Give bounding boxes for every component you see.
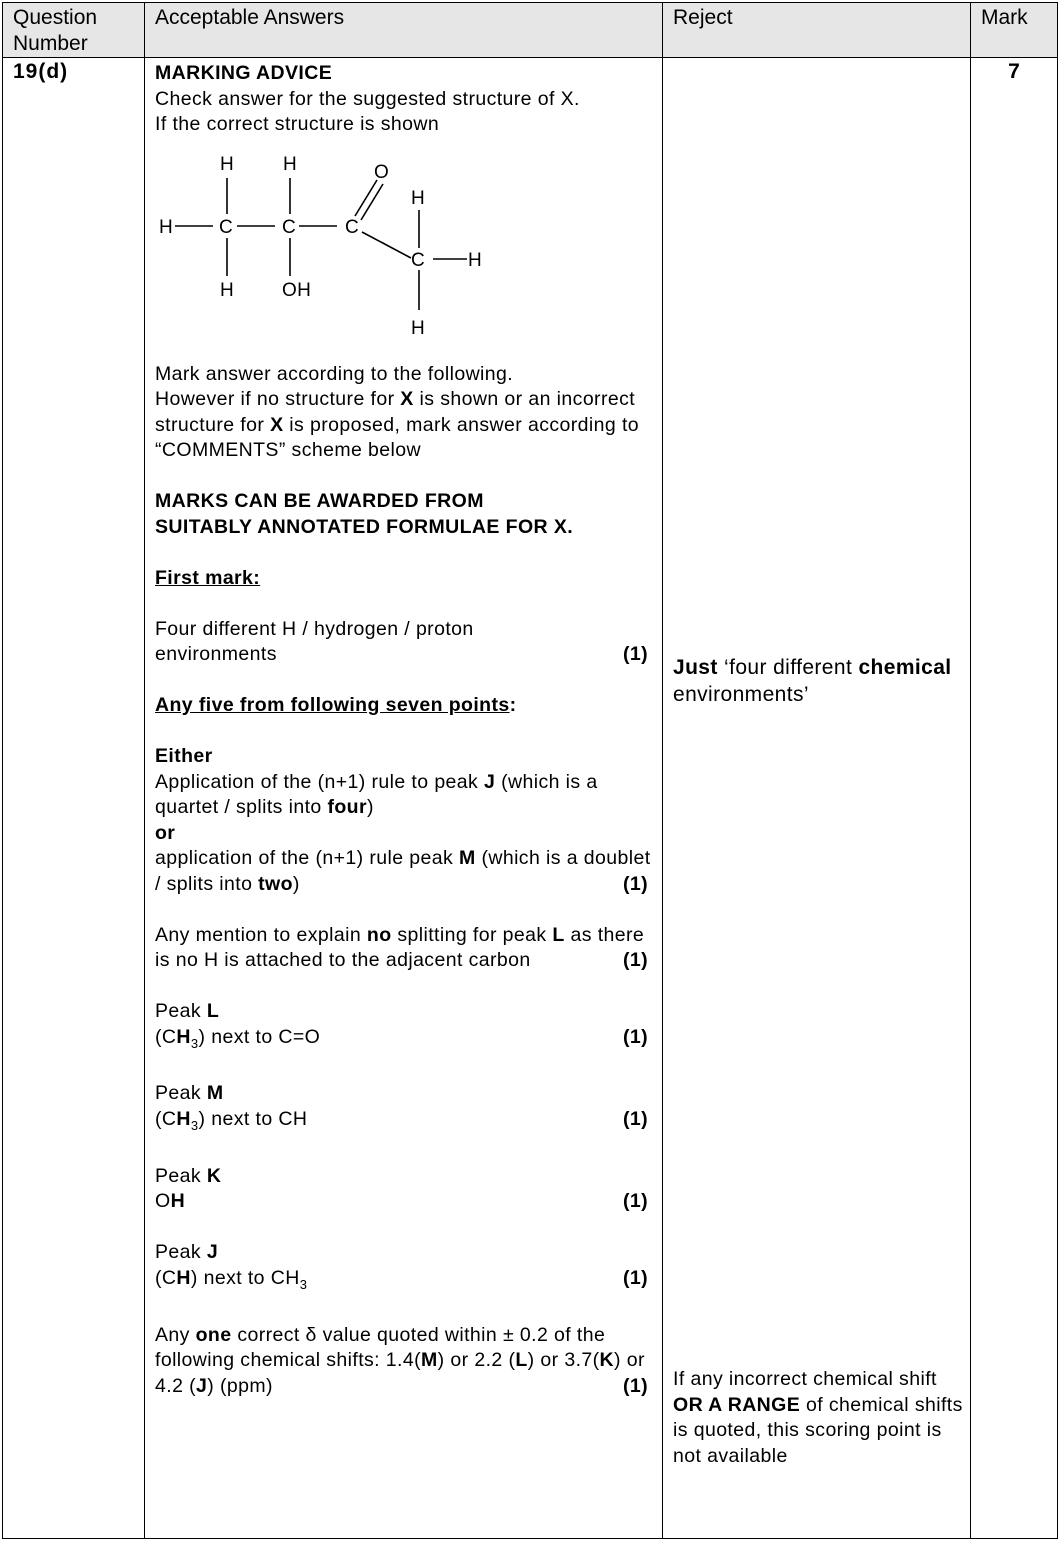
- first-mark-heading: First mark:: [155, 566, 261, 589]
- atom-label: H: [220, 279, 235, 301]
- header-question-number: Question Number: [3, 3, 145, 58]
- peak-k-point: OH (1): [155, 1190, 648, 1213]
- point-value: (1): [622, 1374, 648, 1397]
- annotated-note: SUITABLY ANNOTATED FORMULAE FOR X.: [155, 515, 574, 538]
- peak-l-point: $(CH_3)$ next to C=O (1): [155, 1025, 648, 1051]
- mark-instruction: However if no structure for X is shown or an incorrect structure for X is proposed, mark answer according to “COMMENTS” scheme below: [155, 388, 640, 461]
- no-splitting-point: Any mention to explain no splitting for peak L as there is no H is attached to the adjacent carbon (1): [155, 923, 652, 974]
- peak-j-point: (CH) next to $CH_3$ (1): [155, 1266, 648, 1292]
- atom-label: H: [159, 216, 174, 238]
- peak-m-point: $(CH_3)$ next to CH (1): [155, 1107, 648, 1133]
- marking-advice-title: MARKING ADVICE: [155, 62, 333, 84]
- atom-label: H: [411, 187, 426, 209]
- or-label: or: [155, 821, 176, 844]
- question-number: 19(d): [13, 60, 69, 83]
- atom-label: H: [283, 153, 298, 175]
- atom-label: OH: [282, 279, 312, 301]
- atom-label: H: [468, 249, 483, 271]
- acceptable-answers-cell: MARKING ADVICE Check answer for the suggested structure of X. If the correct structure is shown H C C C H H H OH O H C H H Mark answer according to the following. However if no structure for X is shown or an incorrect structure for X is proposed, mark answer according to “COMMENTS” scheme below MARKS CAN BE AWARDED FROM SUITABLY ANNOTATED FORMULAE FOR X. First mark: Four different H / hydrogen / proton environments (1) Any five from following seven points: Either Application of the (n+1) rule to peak J (which is a quartet / splits into four) or application of the (n+1) rule peak M (which is a doublet / splits into two) (1) Any mention to explain no splitting for peak L as there is no H is attached to the adjacent carbon (1) Peak L $(CH_3)$ next to C=O (1) Peak M $(CH_3)$ next to CH (1) Peak K OH (1) Peak J (CH) next to $CH_3$ (1) Any one correct δ value quoted within ± 0.2 of the following chemical shifts: 1.4(M) or 2.2 (L) or 3.7(K) or 4.2 (J) (ppm) (1): [145, 58, 663, 1539]
- structure-diagram: [155, 148, 505, 348]
- mark-instruction-line: Mark answer according to the following.: [155, 362, 514, 385]
- five-points-heading: Any five from following seven points: [155, 694, 510, 716]
- either-label: Either: [155, 745, 213, 767]
- first-mark-line: Four different H / hydrogen / proton: [155, 617, 474, 640]
- or-point: application of the (n+1) rule peak M (which is a doublet / splits into two) (1): [155, 846, 652, 897]
- atom-label: H: [220, 153, 235, 175]
- chemical-shift-point: Any one correct δ value quoted within ± 0.2 of the following chemical shifts: 1.4(M) or 2.2 (L) or 3.7(K) or 4.2 (J) (ppm) (1): [155, 1323, 652, 1400]
- reject-note-chemical-shift: If any incorrect chemical shift OR A RANGE of chemical shifts is quoted, this scoring point is not available: [673, 1368, 963, 1467]
- atom-label: C: [411, 249, 426, 271]
- advice-line: If the correct structure is shown: [155, 113, 440, 135]
- peak-l-label: Peak L: [155, 1000, 220, 1022]
- advice-line: Check answer for the suggested structure of X.: [155, 87, 580, 110]
- atom-label: C: [345, 216, 360, 238]
- peak-m-label: Peak M: [155, 1082, 224, 1105]
- either-point: Application of the (n+1) rule to peak J (which is a quartet / splits into four): [155, 770, 598, 818]
- total-mark: 7: [1008, 60, 1020, 83]
- annotated-note: MARKS CAN BE AWARDED FROM: [155, 490, 484, 512]
- reject-note-environments: Just ‘four different chemical environments’: [673, 656, 952, 706]
- peak-j-label: Peak J: [155, 1241, 219, 1264]
- reject-cell: [663, 58, 971, 1539]
- header-reject: Reject: [663, 3, 971, 58]
- atom-label: C: [282, 216, 297, 238]
- header-acceptable-answers: Acceptable Answers: [145, 3, 663, 58]
- mark-scheme-table: [2, 2, 1058, 1539]
- atom-label: O: [374, 161, 390, 183]
- table-header-row: [3, 3, 1058, 58]
- point-value: (1): [622, 872, 648, 895]
- first-mark-line: environments: [155, 643, 277, 665]
- peak-k-label: Peak K: [155, 1164, 222, 1187]
- table-row: [3, 58, 1058, 1539]
- point-value: (1): [622, 643, 648, 665]
- mark-cell: [971, 58, 1058, 1539]
- question-number-cell: [3, 58, 145, 1539]
- atom-label: C: [219, 216, 234, 238]
- point-value: (1): [622, 949, 648, 971]
- header-mark: Mark: [971, 3, 1058, 58]
- atom-label: H: [411, 317, 426, 339]
